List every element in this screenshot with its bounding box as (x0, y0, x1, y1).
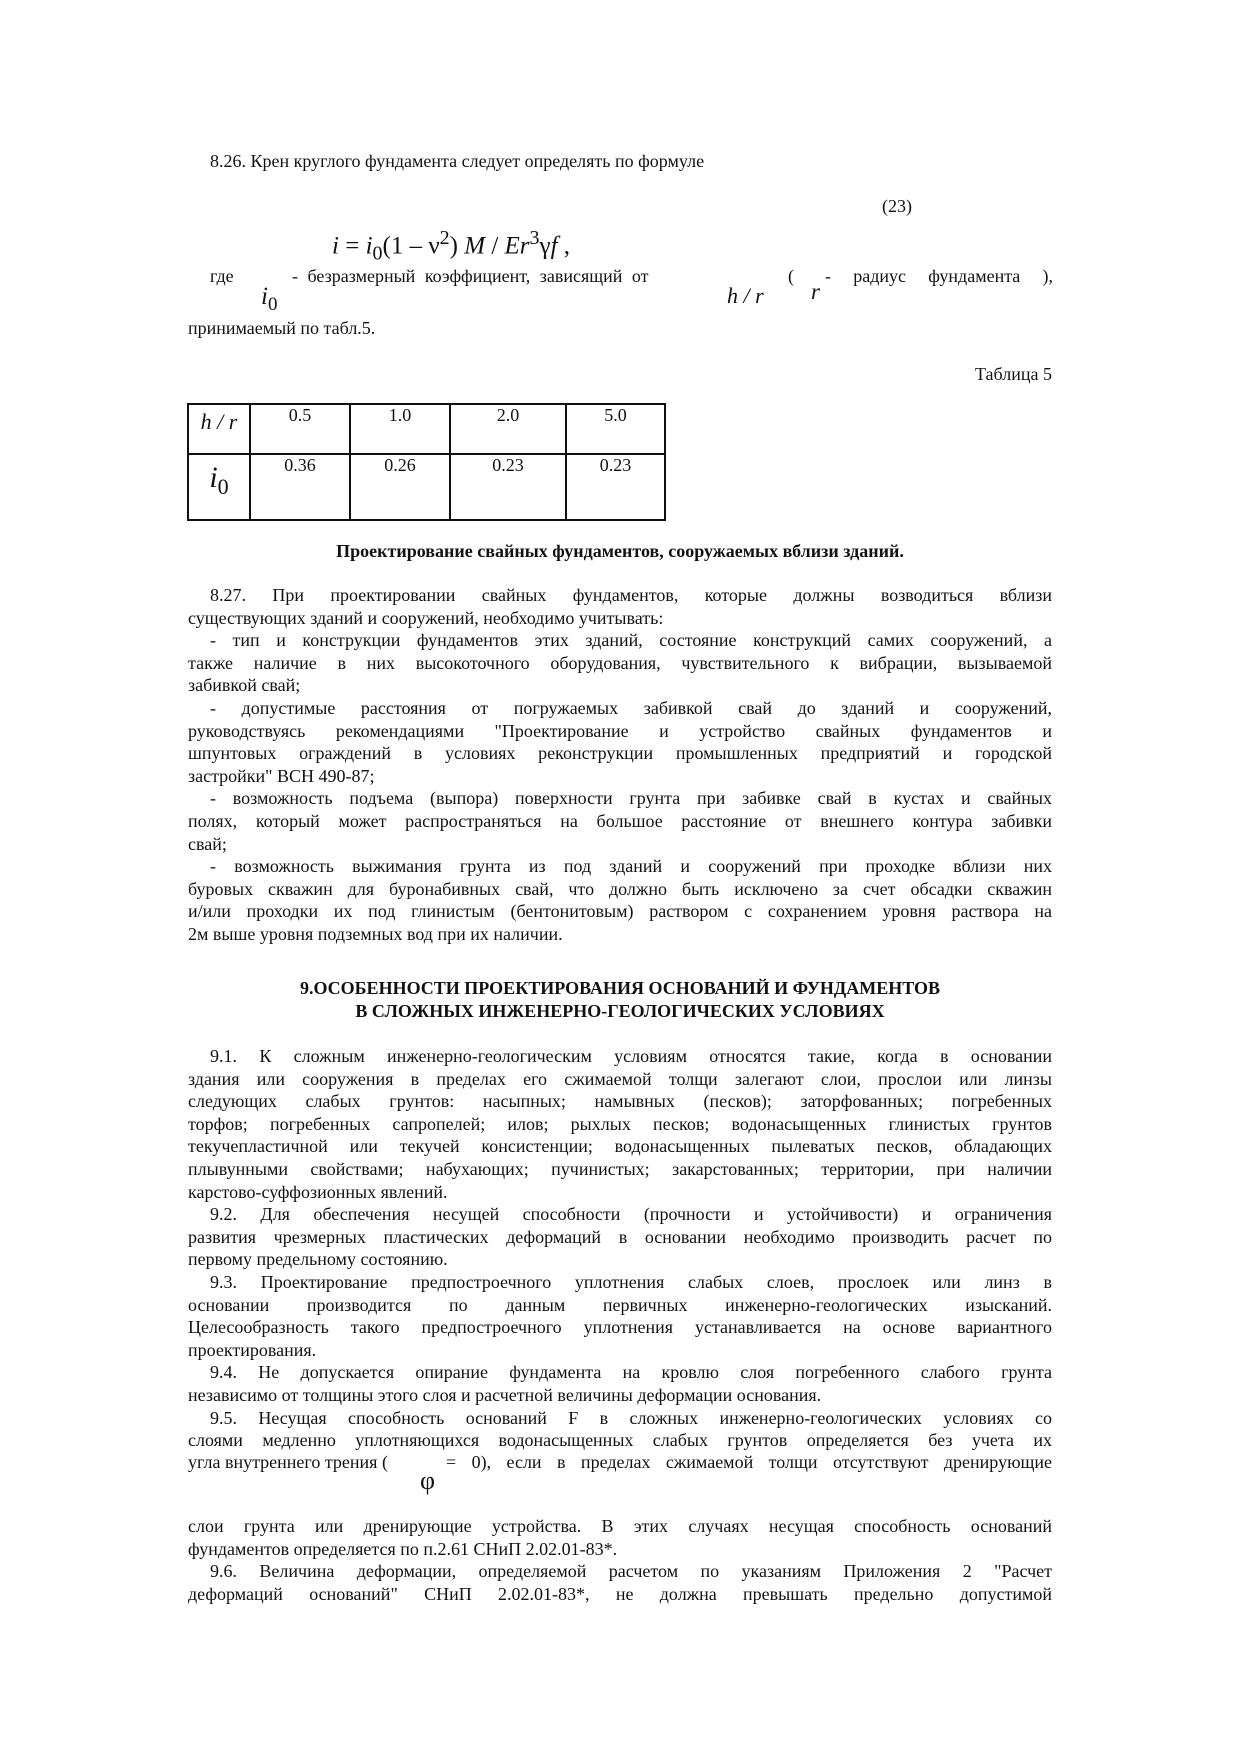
table-cell: 0.5 (250, 404, 350, 454)
header-hr: h / r (200, 409, 238, 434)
hr-symbol: h / r (727, 283, 764, 308)
section-9-heading-line-2: В СЛОЖНЫХ ИНЖЕНЕРНО-ГЕОЛОГИЧЕСКИХ УСЛОВИЯХ (355, 1001, 885, 1021)
section-9-heading-line-1: 9.ОСОБЕННОСТИ ПРОЕКТИРОВАНИЯ ОСНОВАНИЙ И ФУНДАМЕНТОВ (299, 978, 941, 998)
paragraph-9-2: 9.2. Для обеспечения несущей способности (прочности и устойчивости) и ограничения (210, 1204, 1052, 1225)
table-cell: 2.0 (450, 404, 566, 454)
table-row (188, 404, 665, 454)
paragraph-9-4: 9.4. Не допускается опирание фундамента на кровлю слоя погребенного слабого грунта (210, 1362, 1052, 1383)
paragraph-9-1: 9.1. К сложным инженерно-геологическим условиям относятся такие, когда в основании (210, 1046, 1052, 1066)
table-5 (187, 403, 666, 521)
paragraph-9-3: 9.3. Проектирование предпостроечного уплотнения слабых слоев, прослоек или линз в (210, 1271, 1052, 1292)
r-symbol: r (811, 279, 820, 304)
where-word: где (210, 266, 234, 286)
where-line-2: принимаемый по табл.5. (188, 318, 376, 338)
paragraph-8-26: 8.26. Крен круглого фундамента следует определять по формуле (210, 151, 705, 171)
table-cell: 5.0 (566, 404, 665, 454)
paragraph-9-5-line-3b: = 0), если в пределах сжимаемой толщи отсутствуют дренирующие (446, 1452, 1052, 1472)
paragraph-8-27: 8.27. При проектировании свайных фундаментов, которые должны возводиться вблизи существующих зданий и сооружений, необходимо учитывать: - тип и конструкции фундаментов этих зданий, состояние конструкций самих сооружений, а также наличие в них высокоточного оборудования, чувствительного к вибрации, вызываемой забивкой свай; - допустимые расстояния от погружаемых забивкой свай до зданий и сооружений, руководствуясь рекомендациями "Проектирование и устройство свайных фундаментов и шпунтовых ограждений в условиях реконструкции промышленных предприятий и городской застройки" ВСН 490-87; - возможность подъема (выпора) поверхности грунта при забивке свай в кустах и свайных полях, который может распространяться на большое расстояние от внешнего контура забивки свай; - возможность выжимания грунта из под зданий и сооружений при проходке вблизи них буровых скважин для буронабивных свай, что должно быть исключено за счет обсадки скважин и/или проходки их под глинистым (бентонитовым) раствором с сохранением уровня раствора на 2м выше уровня подземных вод при их наличии. (188, 585, 1052, 944)
where-text-2: - радиус фундамента ), (825, 266, 1053, 286)
paragraph-9-5: 9.5. Несущая способность оснований F в сложных инженерно-геологических условиях со (210, 1407, 1052, 1428)
table-caption: Таблица 5 (975, 364, 1052, 384)
equation-number: (23) (882, 196, 912, 216)
i0-symbol: $i_0$ (261, 283, 278, 315)
phi-symbol: φ (420, 1466, 436, 1495)
paragraph-9-5-tail: слои грунта или дренирующие устройства. В этих случаях несущая способность оснований фундаментов определяется по п.2.61 СНиП 2.02.01-83*. 9.6. Величина деформации, определяемой расчетом по указаниям Приложения 2 "Расчет деформаций оснований" СНиП 2.02.01-83*, не должна превышать предельно допустимой (188, 1516, 1052, 1604)
table-cell: 1.0 (350, 404, 450, 454)
table-cell: 0.23 (450, 454, 566, 520)
section-9-paragraphs: 9.1. К сложным инженерно-геологическим условиям относятся такие, когда в основании здания или сооружения в пределах его сжимаемой толщи залегают слои, прослои или линзы следующих слабых грунтов: насыпных; намывных (песков); заторфованных; погребенных торфов; погребенных сапропелей; илов; рыхлых песков; водонасыщенных глинистых грунтов текучепластичной или текучей консистенции; водонасыщенных пылеватых песков, обладающих плывунными свойствами; набухающих; пучинистых; закарстованных; территории, при наличии карстово-суффозионных явлений. 9.2. Для обеспечения несущей способности (прочности и устойчивости) и ограничения развития чрезмерных пластических деформаций в основании необходимо производить расчет по первому предельному состоянию. 9.3. Проектирование предпостроечного уплотнения слабых слоев, прослоек или линз в основании производится по данным первичных инженерно-геологических изысканий. Целесообразность такого предпостроечного уплотнения устанавливается на основе вариантного проектирования. 9.4. Не допускается опирание фундамента на кровлю слоя погребенного слабого грунта независимо от толщины этого слоя и расчетной величины деформации основания. 9.5. Несущая способность оснований F в сложных инженерно-геологических условиях со слоями медленно уплотняющихся водонасыщенных слабых грунтов определяется без учета их (188, 1046, 1052, 1451)
paragraph-9-5-line-3a: угла внутреннего трения ( (188, 1452, 388, 1472)
where-text-1: - безразмерный коэффициент, зависящий от (292, 266, 649, 286)
formula-23: $i = i_0(1 - \nu^2)$ M / Er$^3$γf , (332, 227, 571, 265)
table-cell: 0.26 (350, 454, 450, 520)
table-row (188, 454, 665, 520)
table-cell: 0.36 (250, 454, 350, 520)
row-i0: $i_0$ (209, 461, 229, 499)
section-heading-piles: Проектирование свайных фундаментов, сооружаемых вблизи зданий. (336, 541, 904, 561)
table-cell: 0.23 (566, 454, 665, 520)
open-paren: ( (788, 266, 794, 286)
paragraph-9-6: 9.6. Величина деформации, определяемой расчетом по указаниям Приложения 2 "Расчет (210, 1561, 1052, 1582)
